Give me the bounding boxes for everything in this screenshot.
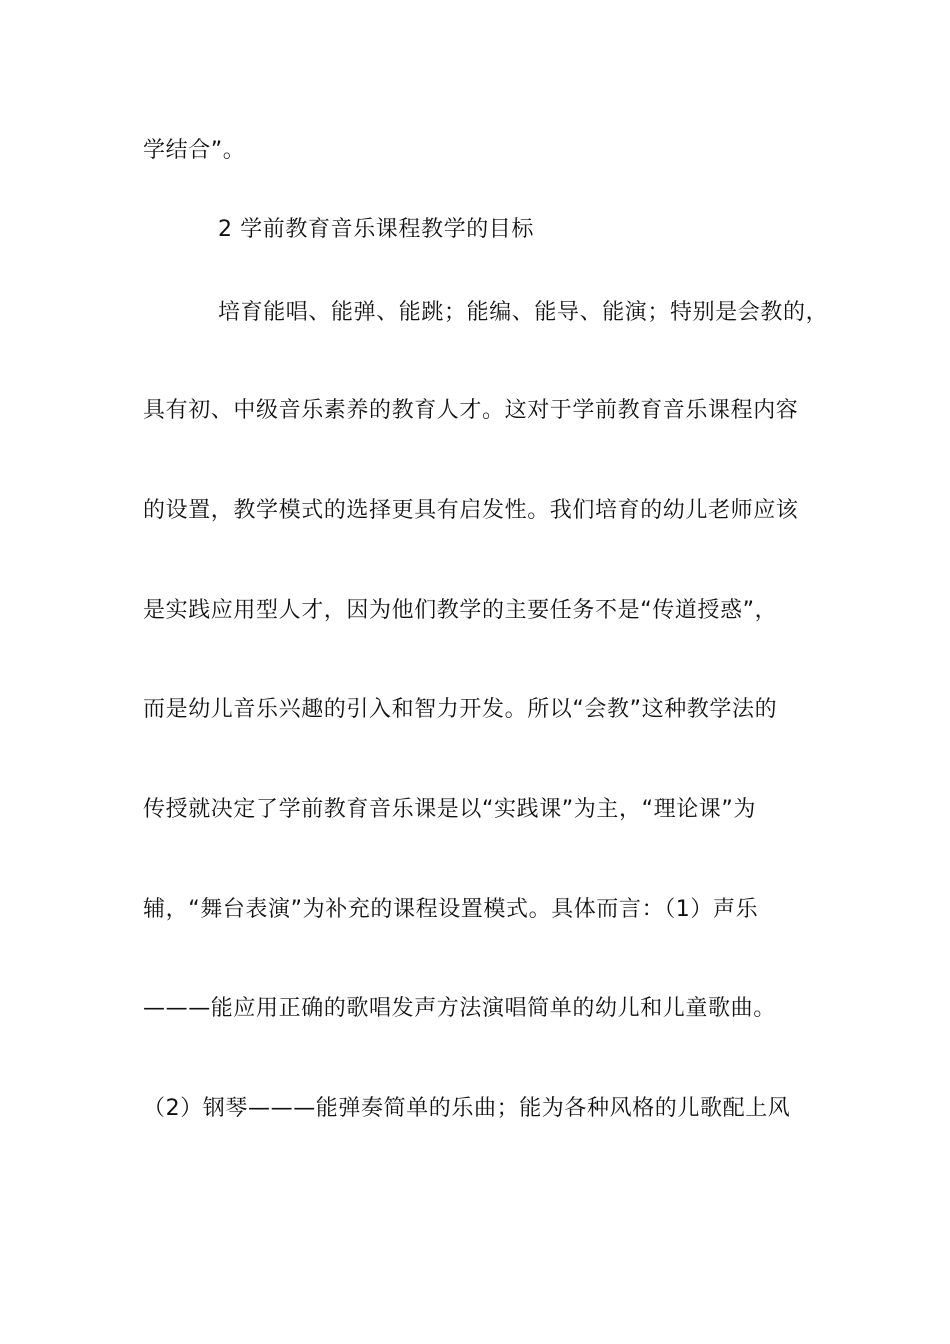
- paragraph-line: ———能应用正确的歌唱发声方法演唱简单的幼儿和儿童歌曲。: [143, 996, 776, 1021]
- paragraph-line: 传授就决定了学前教育音乐课是以“实践课”为主，“理论课”为: [143, 797, 756, 822]
- paragraph-line: 的设置，教学模式的选择更具有启发性。我们培育的幼儿老师应该: [143, 498, 799, 523]
- paragraph-line: （2）钢琴———能弹奏简单的乐曲；能为各种风格的儿歌配上风: [143, 1096, 791, 1121]
- paragraph-line: 辅，“舞台表演”为补充的课程设置模式。具体而言：（1）声乐: [143, 897, 759, 922]
- section-heading: 2 学前教育音乐课程教学的目标: [218, 217, 534, 242]
- paragraph-line: 是实践应用型人才，因为他们教学的主要任务不是“传道授惑”，: [143, 598, 778, 623]
- continuation-text: 学结合”。: [143, 138, 246, 163]
- paragraph-line: 培育能唱、能弹、能跳；能编、能导、能演；特别是会教的，: [218, 300, 829, 325]
- paragraph-line: 而是幼儿音乐兴趣的引入和智力开发。所以“会教”这种教学法的: [143, 697, 778, 722]
- paragraph-line: 具有初、中级音乐素养的教育人才。这对于学前教育音乐课程内容: [143, 398, 799, 423]
